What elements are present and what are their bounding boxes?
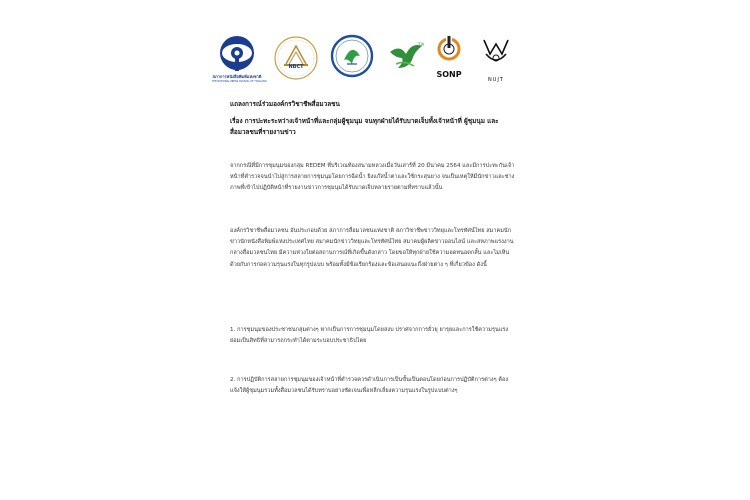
paragraph-point-1: 1. การชุมนุมของประชาชนกลุ่มต่างๆ หากเป็นการการชุมนุมโดยสงบ ปราศจากการยั่วยุ ยารุยและการใช้ความรุนแรง ย่อมเป็นสิทธิที่สามารถกระทำได้ตามระบอบประชาธิปไตย [230, 327, 509, 345]
sonp-caption: SONP [436, 70, 462, 79]
nbct-emblem-icon [272, 34, 320, 86]
paragraph-organizations: องค์กรวิชาชีพสื่อมวลชน อันประกอบด้วย สภาการสื่อมวลชนแห่งชาติ สภาวิชาชีพข่าววิทยุและโทรทัศน์ไทย สมาคมนักข่าวนักหนังสือพิมพ์แห่งประเทศไทย สมาคมนักข่าววิทยุและโทรทัศน์ไทย สมาคมผู้ผลิตข่าวออนไลน์ และสหภาพแรงงานกลางสื่อมวลชนไทย มีความห่วงใยต่อสถานการณ์ที่เกิดขึ้นดังกล่าว โดยขอให้ทุกฝ่ายใช้ความอดทนอดกลั้น และไม่เห็นด้วยกับการก่อความรุนแรงในทุกรูปแบบ พร้อมทั้งมีข้อเรียกร้องและข้อเสนอแนะถึงฝ่ายต่าง ๆ ที่เกี่ยวข้อง ดังนี้ [230, 228, 514, 268]
eye-emblem-icon [212, 34, 262, 74]
green-bird-emblem-icon [384, 34, 428, 78]
green-circle-emblem-icon [330, 34, 374, 78]
document-title: แถลงการณ์ร่วมองค์กรวิชาชีพสื่อมวลชน [230, 100, 340, 108]
npct-caption-en: THE NATIONAL PRESS COUNCIL OF THAILAND [212, 80, 267, 83]
sonp-logo [436, 34, 462, 86]
hands-emblem-icon [476, 34, 516, 70]
nbct-caption: NBCT [288, 64, 304, 70]
svg-text:TJA: TJA [418, 42, 425, 47]
nujt-caption: NUJT [488, 77, 504, 83]
npct-caption-th: สภาการหนังสือพิมพ์แห่งชาติ [212, 74, 262, 79]
green-bird-logo [384, 34, 428, 86]
npct-logo [212, 34, 267, 86]
nbct-logo [272, 34, 320, 86]
document-subject: เรื่อง การปะทะระหว่างเจ้าหน้าที่และกลุ่มผู้ชุมนุม จนทุกฝ่ายได้รับบาดเจ็บทั้งเจ้าหน้าที่ ผู้ชุมนุม และสื่อมวลชนที่รายงานข่าว [230, 117, 499, 136]
power-symbol-icon [436, 34, 462, 68]
logo-row [212, 34, 522, 86]
paragraph-point-2: 2. การปฏิบัติการสลายการชุมนุมของเจ้าหน้าที่ตำรวจควรดำเนินการเป็นขั้นเป็นตอนโดยก่อนการปฏิบัติการต่างๆ ต้องแจ้งให้ผู้ชุมนุมรวมทั้งสื่อมวลชนได้รับทราบอย่างชัดเจนเพื่อหลีกเลี่ยงความรุนแรงในรูปแบบต่างๆ [230, 377, 509, 395]
nujt-logo [476, 34, 516, 86]
green-circle-logo [330, 34, 374, 86]
paragraph-intro: จากกรณีที่มีการชุมนุมของกลุ่ม REDEM ที่บริเวณท้องสนามหลวงเมื่อวันเสาร์ที่ 20 มีนาคม 2564 และมีการปะทะกันเจ้าหน้าที่ตำรวจจนนำไปสู่การสลายการชุมนุมโดยการฉีดน้ำ ยิงแก๊สน้ำตาและใช้กระสุนยาง จนเป็นเหตุให้มีนักข่าวและช่างภาพที่เข้าไปปฏิบัติหน้าที่รายงานข่าวการชุมนุมได้รับบาดเจ็บหลายรายตามที่ทราบแล้วนั้น [230, 163, 515, 192]
